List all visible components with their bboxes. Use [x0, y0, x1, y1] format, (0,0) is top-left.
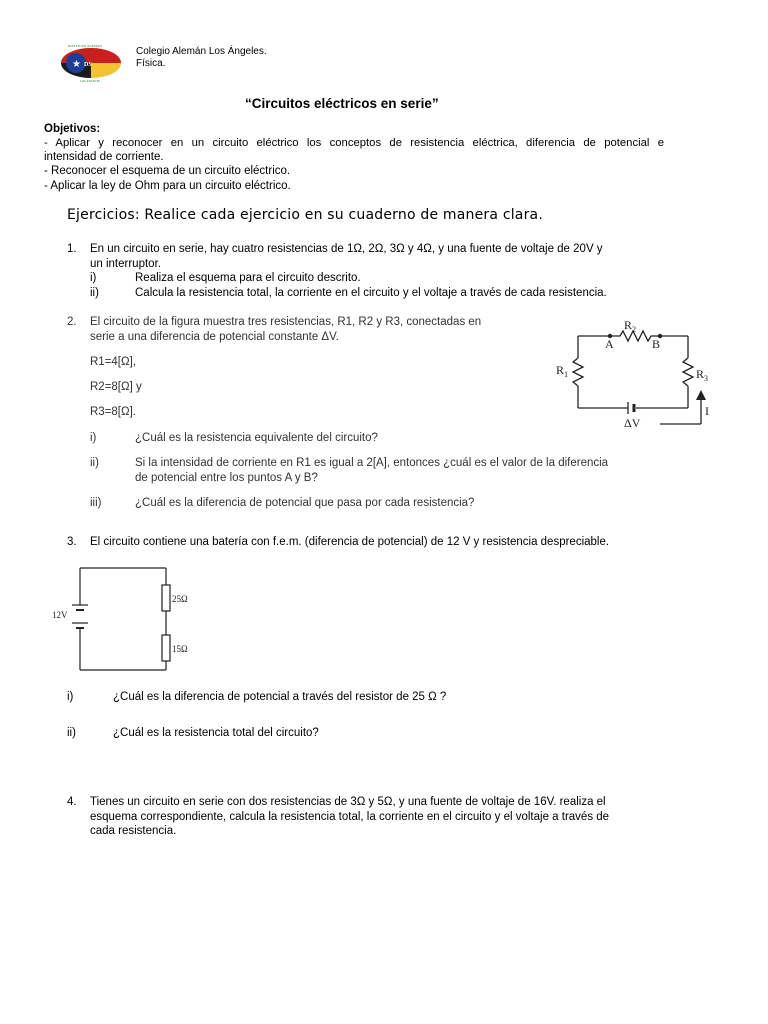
label-a: A	[605, 337, 614, 351]
ex2-sub-label: i)	[90, 432, 97, 444]
label-25: 25Ω	[172, 594, 188, 604]
label-r2: $R_2$	[624, 318, 637, 334]
ex2-sub-label: iii)	[90, 497, 102, 509]
objective-1-line-2: intensidad de corriente.	[44, 151, 164, 163]
school-logo	[58, 42, 124, 84]
ex2-line-2: serie a una diferencia de potencial constante ΔV.	[90, 331, 339, 343]
logo-top-text: INSTITUTO ALEMÁN	[68, 44, 102, 48]
objective-2: - Reconocer el esquema de un circuito eléctrico.	[44, 165, 291, 177]
ex2-number: 2.	[67, 316, 77, 328]
label-15: 15Ω	[172, 644, 188, 654]
ex2-sub-label: ii)	[90, 457, 99, 469]
subject-name: Física.	[136, 58, 166, 69]
resistor-25	[162, 585, 170, 611]
resistor-r1	[573, 358, 583, 386]
ex1-sub-label: ii)	[90, 287, 99, 299]
ex2-r2: R2=8[Ω] y	[90, 381, 142, 393]
logo-bottom-text: LOS ÁNGELES	[80, 79, 101, 83]
logo-center-text: DS	[84, 62, 92, 68]
ex2-sub-text: ¿Cuál es la resistencia equivalente del circuito?	[135, 432, 378, 444]
school-name: Colegio Alemán Los Ángeles.	[136, 46, 267, 57]
ex2-sub-text-cont: de potencial entre los puntos A y B?	[135, 472, 318, 484]
ex2-sub-text: Si la intensidad de corriente en R1 es igual a 2[A], entonces ¿cuál es el valor de la diferencia	[135, 457, 609, 469]
ex1-sub-label: i)	[90, 272, 97, 284]
label-dv: ΔV	[624, 416, 641, 430]
ex3-line-1: El circuito contiene una batería con f.e.m. (diferencia de potencial) de 12 V y resistencia despreciable.	[90, 536, 610, 548]
label-12v: 12V	[52, 610, 68, 620]
label-i: I	[705, 404, 709, 418]
ex3-sub-text: ¿Cuál es la diferencia de potencial a través del resistor de 25 Ω ?	[113, 691, 447, 703]
objective-1-line-1: - Aplicar y reconocer en un circuito eléctrico los conceptos de resistencia eléctrica, diferencia de potencial e	[44, 137, 664, 149]
resistor-r3	[683, 358, 693, 386]
ex4-line-1: Tienes un circuito en serie con dos resistencias de 3Ω y 5Ω, y una fuente de voltaje de 16V. realiza el	[90, 796, 606, 808]
ex4-line-3: cada resistencia.	[90, 825, 177, 837]
exercises-heading: Ejercicios: Realice cada ejercicio en su cuaderno de manera clara.	[67, 207, 543, 223]
objectives-heading: Objetivos:	[44, 123, 101, 135]
ex1-number: 1.	[67, 243, 77, 255]
ex1-sub-text: Calcula la resistencia total, la corriente en el circuito y el voltaje a través de cada resistencia.	[135, 287, 607, 299]
ex2-r3: R3=8[Ω].	[90, 406, 136, 418]
ex2-sub-text: ¿Cuál es la diferencia de potencial que pasa por cada resistencia?	[135, 497, 475, 509]
ex1-line-2: un interruptor.	[90, 258, 161, 270]
label-b: B	[652, 337, 661, 351]
ex2-r1: R1=4[Ω],	[90, 356, 136, 368]
ex3-sub-text: ¿Cuál es la resistencia total del circuito?	[113, 727, 319, 739]
ex3-sub-label: ii)	[67, 727, 76, 739]
ex3-number: 3.	[67, 536, 77, 548]
objective-3: - Aplicar la ley de Ohm para un circuito eléctrico.	[44, 180, 291, 192]
circuit-figure-2	[548, 314, 723, 432]
ex2-line-1: El circuito de la figura muestra tres resistencias, R1, R2 y R3, conectadas en	[90, 316, 482, 328]
resistor-15	[162, 635, 170, 661]
ex4-line-2: esquema correspondiente, calcula la resistencia total, la corriente en el circuito y el voltaje a través de	[90, 811, 610, 823]
logo-star: ★	[72, 59, 81, 70]
ex4-number: 4.	[67, 796, 77, 808]
page-title: “Circuitos eléctricos en serie”	[245, 96, 439, 111]
label-r1: $R_1$	[556, 363, 569, 379]
circuit-figure-3	[44, 560, 204, 675]
label-r3: $R_3$	[696, 367, 709, 383]
ex1-sub-text: Realiza el esquema para el circuito descrito.	[135, 272, 361, 284]
ex3-sub-label: i)	[67, 691, 74, 703]
current-arrow-icon	[696, 390, 706, 400]
ex1-line-1: En un circuito en serie, hay cuatro resistencias de 1Ω, 2Ω, 3Ω y 4Ω, y una fuente de voltaje de 20V y	[90, 243, 603, 255]
